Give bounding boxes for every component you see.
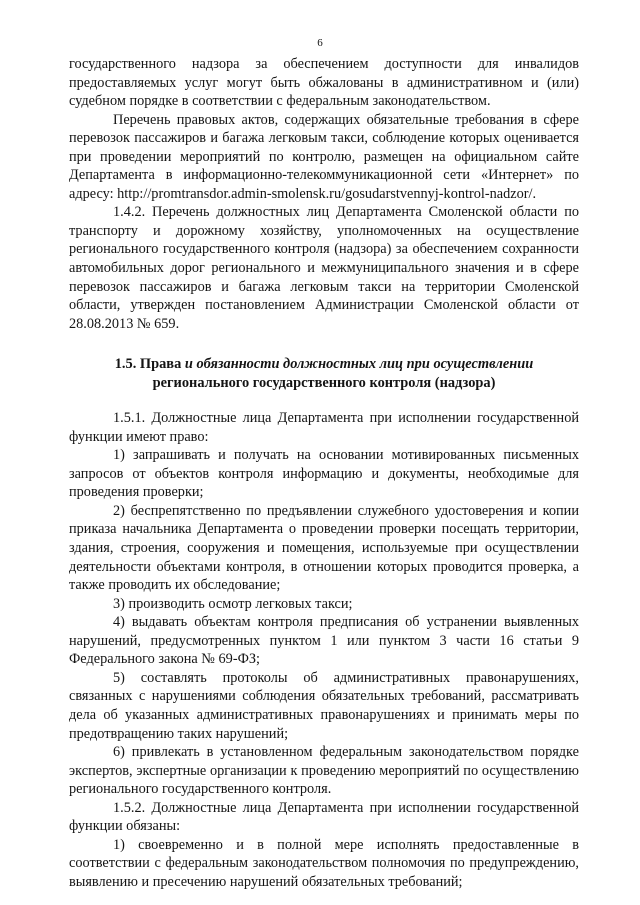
- list-item-right-3: 3) производить осмотр легковых такси;: [113, 595, 353, 612]
- section-heading-1-5: [69, 355, 579, 393]
- document-body: [69, 55, 579, 891]
- list-item-right-6: 6) привлекать в установленном федеральным законодательством порядке экспертов, экспертные организации к проведению мероприятий по осуществлению регионального государственного контроля.: [69, 744, 579, 798]
- list-item-right-1: 1) запрашивать и получать на основании мотивированных письменных запросов от объектов контроля информацию и документы, необходимые для проведения проверки;: [69, 447, 579, 501]
- page-number: 6: [317, 37, 323, 49]
- heading-line-1: [69, 355, 579, 374]
- list-item-right-4: 4) выдавать объектам контроля предписания об устранении выявленных нарушений, предусмотренных пунктом 1 или пунктом 3 части 16 статьи 9 Федерального закона № 69-ФЗ;: [69, 614, 579, 668]
- paragraph-1-5-1-rights-intro: 1.5.1. Должностные лица Департамента при исполнении государственной функции имеют право:: [69, 410, 579, 445]
- heading-line-1-prefix: 1.5. Права: [114, 356, 185, 373]
- list-item-right-5: 5) составлять протоколы об административных правонарушениях, связанных с нарушениями соблюдения обязательных требований, рассматривать дела об указанных административных правонарушениях и принимать меры по предотвращению таких нарушений;: [69, 669, 579, 742]
- paragraph-legal-acts-list: Перечень правовых актов, содержащих обязательные требования в сфере перевозок пассажиров и багажа легковым такси, соблюдение которых оценивается при проведении мероприятий по контролю, размещен на официальном сайте Департамента в информационно-телекоммуникационной сети «Интернет» по адресу: http://promtransdor.admin-smolensk.ru/gosudarstvennyj-kontrol-nadzor/.: [69, 111, 579, 202]
- list-item-right-2: 2) беспрепятственно по предъявлении служебного удостоверения и копии приказа начальника Департамента о проведении проверки посещать территории, здания, строения, сооружения и помещения, используемые при осуществлении деятельности объектами контроля, в отношении которых проводится проверка, а также проводить их обследование;: [69, 502, 579, 594]
- paragraph-1-5-2-duties-intro: 1.5.2. Должностные лица Департамента при исполнении государственной функции обязаны:: [69, 799, 579, 835]
- paragraph-appeal-continuation: государственного надзора за обеспечением доступности для инвалидов предоставляемых услуг могут быть обжалованы в административном и (или) судебном порядке в соответствии с федеральным законодательством.: [69, 56, 579, 110]
- heading-line-2: регионального государственного контроля (надзора): [152, 375, 496, 392]
- paragraph-1-4-2-officials-list: 1.4.2. Перечень должностных лиц Департамента Смоленской области по транспорту и дорожному хозяйству, уполномоченных на осуществление регионального государственного контроля (надзора) за обеспечением сохранности автомобильных дорог регионального и межмуниципального значения и в сфере перевозок пассажиров и багажа легковым такси на территории Смоленской области, утвержден постановлением Администрации Смоленской области от 28.08.2013 № 659.: [69, 204, 579, 332]
- list-item-duty-1: 1) своевременно и в полной мере исполнять предоставленные в соответствии с федеральным законодательством полномочия по предупреждению, выявлению и пресечению нарушений обязательных требований;: [69, 836, 579, 890]
- heading-line-1-italic: и обязанности должностных лиц при осуществлении: [184, 356, 534, 373]
